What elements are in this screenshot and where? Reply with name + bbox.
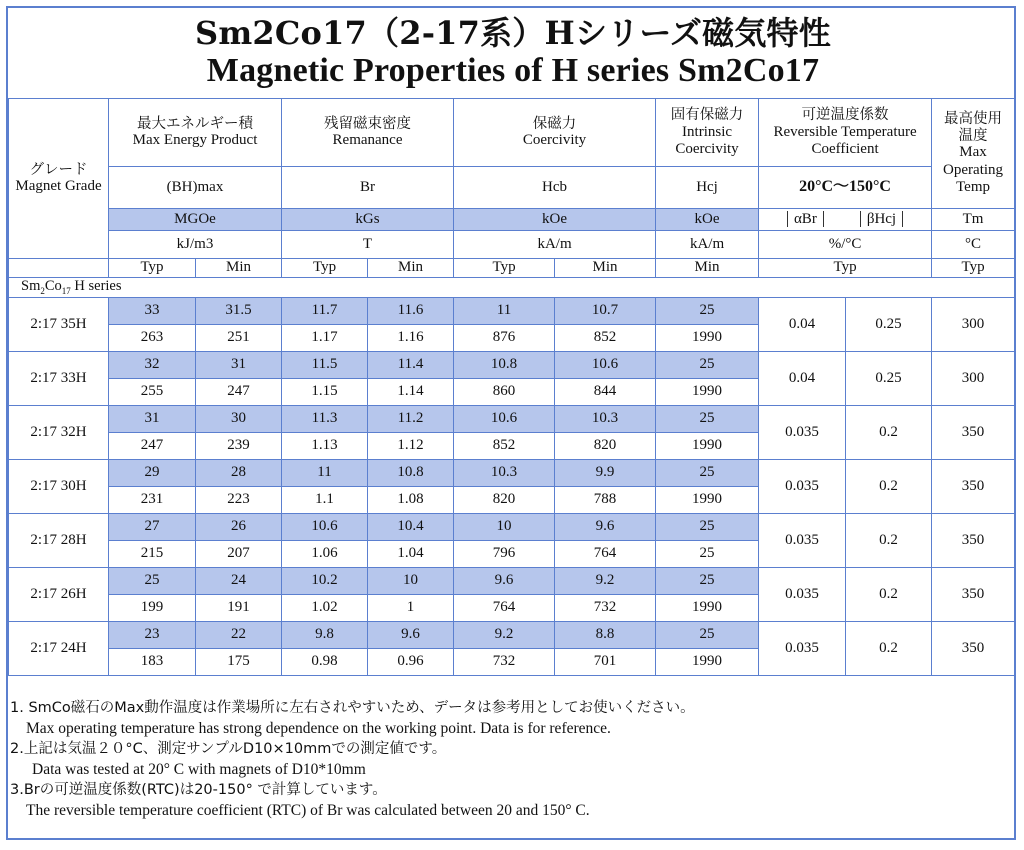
hcj-min-si-cell: 1990 <box>656 487 759 514</box>
tm-typ-label: Typ <box>932 259 1015 278</box>
tm-unit: Tm <box>932 209 1015 231</box>
bh-min-cell: 31 <box>196 352 282 379</box>
grade-cell: 2:17 28H <box>9 514 109 568</box>
data-body <box>9 298 1015 676</box>
hcb-typ-label: Typ <box>454 259 555 278</box>
series-sub1: 2 <box>40 286 45 297</box>
tm-header-en2: Operating <box>943 161 1004 178</box>
tm-cell: 350 <box>932 568 1015 622</box>
br-min-cell: 11.2 <box>368 406 454 433</box>
br-typ-cell: 11.3 <box>282 406 368 433</box>
hcj-min-cell: 25 <box>656 406 759 433</box>
rtc-header-en2: Coefficient <box>811 140 879 157</box>
hcb-min-cell: 10.6 <box>555 352 656 379</box>
hcb-header-jp: 保磁力 <box>532 115 577 132</box>
bh-min-label: Min <box>196 259 282 278</box>
bh-typ-si-cell: 247 <box>109 433 196 460</box>
bh-typ-cell: 29 <box>109 460 196 487</box>
hcb-typ-si-cell: 820 <box>454 487 555 514</box>
hcb-min-label: Min <box>555 259 656 278</box>
hcj-symbol: Hcj <box>656 167 759 209</box>
series-label <box>9 278 1015 298</box>
hcj-unit: kOe <box>656 209 759 231</box>
hcj-min-cell: 25 <box>656 568 759 595</box>
hcb-symbol: Hcb <box>454 167 656 209</box>
br-min-cell: 9.6 <box>368 622 454 649</box>
br-min-cell: 11.4 <box>368 352 454 379</box>
bh-typ-cell: 27 <box>109 514 196 541</box>
alpha-cell: 0.04 <box>759 298 846 352</box>
bh-min-cell: 30 <box>196 406 282 433</box>
series-sub2: 17 <box>61 286 71 297</box>
tm-header-en1: Max <box>959 144 987 161</box>
document-frame <box>6 6 1016 840</box>
hcb-typ-cell: 10.3 <box>454 460 555 487</box>
alpha-cell: 0.035 <box>759 406 846 460</box>
hcb-min-cell: 9.2 <box>555 568 656 595</box>
alpha-cell: 0.035 <box>759 514 846 568</box>
hcj-min-cell: 25 <box>656 622 759 649</box>
series-sm: Sm <box>21 278 41 295</box>
rtc-si-unit: %/°C <box>759 231 932 259</box>
hcj-min-si-cell: 25 <box>656 541 759 568</box>
note-2-en: Data was tested at 20° C with magnets of D10*10mm <box>32 760 366 778</box>
br-header-jp: 残留磁束密度 <box>324 115 412 132</box>
bh-typ-label: Typ <box>109 259 196 278</box>
hcb-typ-si-cell: 860 <box>454 379 555 406</box>
br-typ-cell: 9.8 <box>282 622 368 649</box>
beta-cell: 0.2 <box>846 622 932 676</box>
br-si-unit: T <box>282 231 454 259</box>
bh-typ-si-cell: 183 <box>109 649 196 676</box>
br-min-cell: 10.8 <box>368 460 454 487</box>
tm-cell: 350 <box>932 406 1015 460</box>
grade-header-en: Magnet Grade <box>15 178 102 195</box>
table-row <box>9 514 1015 541</box>
hcb-min-cell: 10.7 <box>555 298 656 325</box>
hcj-min-si-cell: 1990 <box>656 433 759 460</box>
bh-typ-cell: 25 <box>109 568 196 595</box>
beta-cell: 0.2 <box>846 460 932 514</box>
beta-cell: 0.2 <box>846 406 932 460</box>
hcb-min-cell: 9.9 <box>555 460 656 487</box>
br-header-en: Remanance <box>332 132 403 149</box>
bh-header-en: Max Energy Product <box>132 132 258 149</box>
magnetic-properties-table <box>8 98 1015 676</box>
bh-si-unit: kJ/m3 <box>109 231 282 259</box>
hcb-typ-si-cell: 796 <box>454 541 555 568</box>
hcb-unit: kOe <box>454 209 656 231</box>
hcb-header <box>454 99 656 167</box>
grade-cell: 2:17 35H <box>9 298 109 352</box>
bh-min-si-cell: 247 <box>196 379 282 406</box>
tm-si-unit: °C <box>932 231 1015 259</box>
grade-cell: 2:17 24H <box>9 622 109 676</box>
bh-symbol: (BH)max <box>109 167 282 209</box>
grade-cell: 2:17 26H <box>9 568 109 622</box>
hcb-typ-cell: 10.8 <box>454 352 555 379</box>
br-min-cell: 10 <box>368 568 454 595</box>
hcb-min-si-cell: 820 <box>555 433 656 460</box>
bh-typ-cell: 31 <box>109 406 196 433</box>
tm-header <box>932 99 1015 209</box>
hcj-min-si-cell: 1990 <box>656 325 759 352</box>
title-english: Magnetic Properties of H series Sm2Co17 <box>206 52 820 89</box>
hcb-min-si-cell: 732 <box>555 595 656 622</box>
rtc-condition: 20°C～150°C <box>759 167 932 209</box>
br-min-cell: 11.6 <box>368 298 454 325</box>
bh-header <box>109 99 282 167</box>
bh-min-cell: 31.5 <box>196 298 282 325</box>
table-row <box>9 568 1015 595</box>
hcb-typ-si-cell: 764 <box>454 595 555 622</box>
hcb-min-si-cell: 844 <box>555 379 656 406</box>
bh-min-si-cell: 175 <box>196 649 282 676</box>
br-min-si-cell: 1.14 <box>368 379 454 406</box>
rtc-unit <box>759 209 932 231</box>
hcj-min-cell: 25 <box>656 298 759 325</box>
hcb-typ-cell: 9.6 <box>454 568 555 595</box>
br-unit: kGs <box>282 209 454 231</box>
tm-cell: 350 <box>932 622 1015 676</box>
tm-cell: 350 <box>932 514 1015 568</box>
grade-cell: 2:17 32H <box>9 406 109 460</box>
tm-cell: 350 <box>932 460 1015 514</box>
br-typ-cell: 10.6 <box>282 514 368 541</box>
hcj-min-si-cell: 1990 <box>656 379 759 406</box>
tm-header-jp1: 最高使用 <box>944 110 1003 127</box>
tm-cell: 300 <box>932 298 1015 352</box>
series-name: H series <box>74 278 122 295</box>
hcb-typ-cell: 10.6 <box>454 406 555 433</box>
table-row <box>9 460 1015 487</box>
notes <box>10 698 1010 821</box>
hcb-min-si-cell: 788 <box>555 487 656 514</box>
hcb-min-cell: 9.6 <box>555 514 656 541</box>
hcj-si-unit: kA/m <box>656 231 759 259</box>
table-row <box>9 298 1015 325</box>
bh-typ-cell: 32 <box>109 352 196 379</box>
alpha-cell: 0.04 <box>759 352 846 406</box>
hcb-typ-cell: 11 <box>454 298 555 325</box>
note-2-jp: 2.上記は気温２０°C、測定サンプルD10×10mmでの測定値です。 <box>10 741 447 757</box>
hcb-min-cell: 8.8 <box>555 622 656 649</box>
br-typ-label: Typ <box>282 259 368 278</box>
bh-min-cell: 28 <box>196 460 282 487</box>
bh-unit: MGOe <box>109 209 282 231</box>
bh-typ-si-cell: 199 <box>109 595 196 622</box>
hcj-header-en2: Coercivity <box>675 140 739 157</box>
hcb-min-si-cell: 701 <box>555 649 656 676</box>
hcb-min-si-cell: 852 <box>555 325 656 352</box>
beta-hcj-unit: βHcj <box>860 211 903 227</box>
br-typ-si-cell: 1.13 <box>282 433 368 460</box>
rtc-header-jp: 可逆温度係数 <box>801 106 889 123</box>
alpha-cell: 0.035 <box>759 568 846 622</box>
note-3-jp: 3.Brの可逆温度係数(RTC)は20-150° で計算しています。 <box>10 782 387 798</box>
br-min-si-cell: 1.04 <box>368 541 454 568</box>
br-typ-si-cell: 1.02 <box>282 595 368 622</box>
br-min-si-cell: 0.96 <box>368 649 454 676</box>
table-row <box>9 406 1015 433</box>
bh-typ-si-cell: 215 <box>109 541 196 568</box>
br-symbol: Br <box>282 167 454 209</box>
bh-min-si-cell: 223 <box>196 487 282 514</box>
br-min-cell: 10.4 <box>368 514 454 541</box>
br-typ-cell: 11.7 <box>282 298 368 325</box>
bh-typ-cell: 33 <box>109 298 196 325</box>
beta-cell: 0.2 <box>846 514 932 568</box>
br-typ-cell: 11 <box>282 460 368 487</box>
beta-cell: 0.25 <box>846 298 932 352</box>
blank-cell <box>9 259 109 278</box>
hcj-min-si-cell: 1990 <box>656 595 759 622</box>
br-min-si-cell: 1 <box>368 595 454 622</box>
br-typ-si-cell: 0.98 <box>282 649 368 676</box>
bh-min-si-cell: 207 <box>196 541 282 568</box>
hcj-min-label: Min <box>656 259 759 278</box>
tm-header-en3: Temp <box>956 178 991 195</box>
rtc-header-en1: Reversible Temperature <box>773 123 917 140</box>
grade-header <box>9 99 109 259</box>
bh-min-cell: 24 <box>196 568 282 595</box>
hcj-min-si-cell: 1990 <box>656 649 759 676</box>
hcb-typ-si-cell: 876 <box>454 325 555 352</box>
br-typ-cell: 10.2 <box>282 568 368 595</box>
hcj-header-jp: 固有保磁力 <box>670 106 744 123</box>
alpha-br-unit: αBr <box>787 211 824 227</box>
table-row <box>9 352 1015 379</box>
hcb-typ-cell: 10 <box>454 514 555 541</box>
hcb-min-cell: 10.3 <box>555 406 656 433</box>
br-typ-si-cell: 1.17 <box>282 325 368 352</box>
alpha-cell: 0.035 <box>759 460 846 514</box>
note-1-en: Max operating temperature has strong dependence on the working point. Data is for reference. <box>26 719 611 737</box>
series-co: Co <box>44 278 62 295</box>
grade-header-jp: グレード <box>29 161 88 178</box>
bh-header-jp: 最大エネルギー積 <box>137 115 253 132</box>
hcj-min-cell: 25 <box>656 352 759 379</box>
hcb-typ-si-cell: 852 <box>454 433 555 460</box>
hcb-header-en: Coercivity <box>522 132 587 149</box>
page-title <box>8 14 1018 90</box>
bh-typ-si-cell: 263 <box>109 325 196 352</box>
alpha-cell: 0.035 <box>759 622 846 676</box>
title-japanese: Sm2Co17（2-17系）Hシリーズ磁気特性 <box>195 14 831 52</box>
bh-min-si-cell: 191 <box>196 595 282 622</box>
bh-min-si-cell: 251 <box>196 325 282 352</box>
tm-header-jp2: 温度 <box>958 127 988 144</box>
br-min-label: Min <box>368 259 454 278</box>
hcj-header-en1: Intrinsic <box>682 123 733 140</box>
br-typ-si-cell: 1.1 <box>282 487 368 514</box>
br-min-si-cell: 1.12 <box>368 433 454 460</box>
beta-cell: 0.25 <box>846 352 932 406</box>
rtc-header <box>759 99 932 167</box>
bh-min-cell: 26 <box>196 514 282 541</box>
hcj-min-cell: 25 <box>656 514 759 541</box>
hcj-header <box>656 99 759 167</box>
br-min-si-cell: 1.08 <box>368 487 454 514</box>
br-typ-si-cell: 1.06 <box>282 541 368 568</box>
br-typ-si-cell: 1.15 <box>282 379 368 406</box>
hcb-min-si-cell: 764 <box>555 541 656 568</box>
hcb-typ-si-cell: 732 <box>454 649 555 676</box>
hcj-min-cell: 25 <box>656 460 759 487</box>
bh-typ-cell: 23 <box>109 622 196 649</box>
hcb-typ-cell: 9.2 <box>454 622 555 649</box>
grade-cell: 2:17 30H <box>9 460 109 514</box>
br-header <box>282 99 454 167</box>
note-1-jp: 1. SmCo磁石のMax動作温度は作業場所に左右されやすいため、データは参考用としてお使いください。 <box>10 700 695 716</box>
br-typ-cell: 11.5 <box>282 352 368 379</box>
br-min-si-cell: 1.16 <box>368 325 454 352</box>
grade-cell: 2:17 33H <box>9 352 109 406</box>
hcb-si-unit: kA/m <box>454 231 656 259</box>
rtc-typ-label: Typ <box>759 259 932 278</box>
bh-typ-si-cell: 255 <box>109 379 196 406</box>
tm-cell: 300 <box>932 352 1015 406</box>
beta-cell: 0.2 <box>846 568 932 622</box>
bh-min-si-cell: 239 <box>196 433 282 460</box>
note-3-en: The reversible temperature coefficient (RTC) of Br was calculated between 20 and 150° C. <box>26 801 590 819</box>
bh-min-cell: 22 <box>196 622 282 649</box>
table-row <box>9 622 1015 649</box>
bh-typ-si-cell: 231 <box>109 487 196 514</box>
